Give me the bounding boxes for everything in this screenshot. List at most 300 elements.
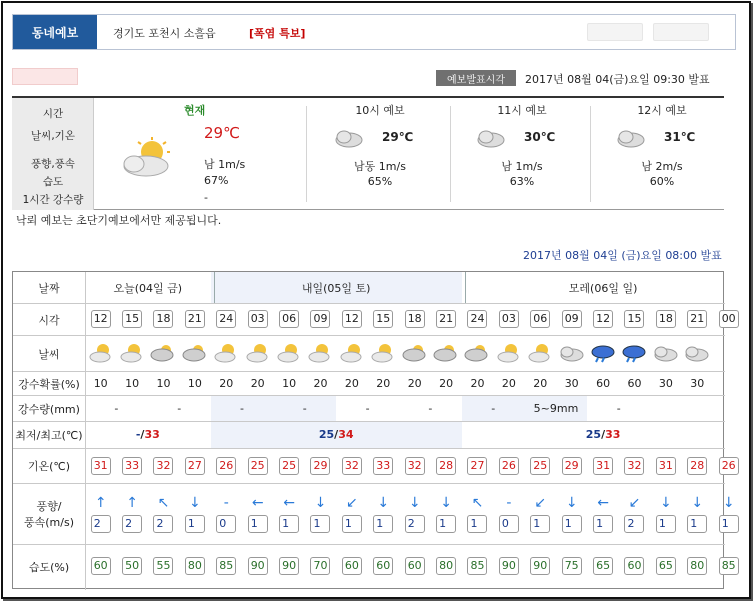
time-label: 24 bbox=[467, 310, 487, 328]
partly-sunny-icon bbox=[527, 342, 553, 364]
wind-cell bbox=[148, 483, 179, 544]
ghost-badge bbox=[12, 68, 78, 85]
time-label: 06 bbox=[279, 310, 299, 328]
wind-cell bbox=[650, 483, 681, 544]
cloud-icon bbox=[653, 342, 679, 364]
wind-cell bbox=[556, 483, 587, 544]
humidity-value: 90 bbox=[499, 557, 519, 575]
slot-wind: 남 2m/s bbox=[641, 160, 683, 173]
precip-prob-cell: 20 bbox=[313, 376, 328, 390]
wind-arrow-icon: ↓ bbox=[440, 494, 452, 511]
humidity-value: 60 bbox=[373, 557, 393, 575]
precip-prob-cell: 10 bbox=[187, 376, 202, 390]
wind-speed: 1 bbox=[310, 515, 330, 533]
time-cell bbox=[242, 303, 273, 335]
wind-arrow-icon: ↓ bbox=[565, 494, 578, 511]
wind-arrow-icon: ↓ bbox=[314, 494, 327, 511]
time-cell bbox=[336, 303, 367, 335]
time-cell bbox=[462, 303, 493, 335]
time-cell bbox=[430, 303, 461, 335]
time-label: 12 bbox=[342, 310, 362, 328]
time-label: 18 bbox=[656, 310, 676, 328]
now-title: 현재 bbox=[184, 104, 206, 117]
partly-sunny-icon bbox=[88, 342, 114, 364]
humidity-cell bbox=[556, 544, 587, 588]
temp-value: 26 bbox=[216, 457, 236, 475]
wind-speed: 1 bbox=[342, 515, 362, 533]
time-cell bbox=[85, 303, 116, 335]
wind-cell bbox=[116, 483, 147, 544]
humidity-cell bbox=[336, 544, 367, 588]
precip-prob-cell: 10 bbox=[93, 376, 108, 390]
temp-value: 26 bbox=[499, 457, 519, 475]
partly-sunny-icon bbox=[118, 136, 180, 180]
wind-cell bbox=[493, 483, 524, 544]
slot-temp: 30℃ bbox=[524, 130, 556, 144]
humidity-cell bbox=[462, 544, 493, 588]
humidity-cell bbox=[682, 544, 713, 588]
wind-cell bbox=[713, 483, 744, 544]
temp-cell bbox=[556, 448, 587, 483]
wind-arrow-icon: ↙ bbox=[346, 494, 358, 511]
precip-prob-cell: 60 bbox=[596, 376, 611, 390]
time-label: 18 bbox=[153, 310, 173, 328]
wind-arrow-icon: ↑ bbox=[126, 494, 138, 511]
wind-speed: 1 bbox=[719, 515, 739, 533]
precip-prob-cell: 20 bbox=[533, 376, 548, 390]
temp-value: 32 bbox=[342, 457, 362, 475]
label-weather-temp: 날씨,기온 bbox=[31, 130, 75, 142]
current-weather-panel bbox=[12, 96, 724, 210]
slash: / bbox=[140, 428, 145, 441]
time-label: 18 bbox=[405, 310, 425, 328]
wind-speed: 2 bbox=[91, 515, 111, 533]
temp-value: 32 bbox=[405, 457, 425, 475]
time-cell bbox=[305, 303, 336, 335]
wind-arrow-icon: ↓ bbox=[660, 494, 672, 511]
temp-value: 31 bbox=[656, 457, 676, 475]
wind-speed: 1 bbox=[530, 515, 550, 533]
weather-cell bbox=[242, 335, 273, 371]
top-bar bbox=[12, 14, 736, 50]
precip-prob-cell: 30 bbox=[564, 376, 579, 390]
humidity-value: 60 bbox=[342, 557, 362, 575]
humidity-cell bbox=[587, 544, 618, 588]
wind-speed: 1 bbox=[467, 515, 487, 533]
precip-prob-cell: 20 bbox=[501, 376, 516, 390]
cloudy-icon bbox=[150, 342, 176, 364]
ghost-button[interactable] bbox=[653, 23, 709, 41]
time-label: 21 bbox=[687, 310, 707, 328]
min-temp: 25 bbox=[585, 428, 602, 441]
max-temp: 33 bbox=[605, 428, 621, 441]
weather-cell bbox=[525, 335, 556, 371]
slot-wind: 남동 1m/s bbox=[354, 160, 406, 173]
time-cell bbox=[619, 303, 650, 335]
cloud-icon bbox=[334, 126, 364, 148]
wind-speed: 2 bbox=[405, 515, 425, 533]
temp-value: 32 bbox=[624, 457, 644, 475]
temp-value: 25 bbox=[530, 457, 550, 475]
time-label: 15 bbox=[373, 310, 393, 328]
humidity-cell bbox=[116, 544, 147, 588]
wind-arrow-icon: - bbox=[506, 494, 512, 511]
temp-cell bbox=[587, 448, 618, 483]
wind-speed: 1 bbox=[436, 515, 456, 533]
humidity-value: 55 bbox=[153, 557, 173, 575]
now-humidity: 67% bbox=[204, 174, 229, 187]
precip-amount-cell: - bbox=[177, 401, 182, 415]
slot-title: 11시 예보 bbox=[497, 104, 547, 117]
row-label: 기온(℃) bbox=[27, 460, 71, 473]
time-label: 03 bbox=[499, 310, 519, 328]
time-label: 15 bbox=[122, 310, 142, 328]
day-header: 내일(05일 토) bbox=[301, 281, 371, 295]
wind-cell bbox=[368, 483, 399, 544]
slash: / bbox=[334, 428, 339, 441]
precip-amount-cell: 5~9mm bbox=[533, 401, 579, 415]
wind-cell bbox=[273, 483, 304, 544]
wind-cell bbox=[179, 483, 210, 544]
publish-tag: 예보발표시각 bbox=[436, 70, 516, 86]
temp-cell bbox=[273, 448, 304, 483]
row-label: 습도(%) bbox=[28, 560, 70, 574]
precip-amount-cell: - bbox=[491, 401, 496, 415]
humidity-value: 85 bbox=[719, 557, 739, 575]
humidity-cell bbox=[525, 544, 556, 588]
time-cell bbox=[713, 303, 744, 335]
cloudy-icon bbox=[182, 342, 208, 364]
now-rain: - bbox=[204, 191, 208, 204]
temp-value: 33 bbox=[373, 457, 393, 475]
wind-speed: 1 bbox=[279, 515, 299, 533]
partly-sunny-icon bbox=[307, 342, 333, 364]
humidity-value: 85 bbox=[467, 557, 487, 575]
row-label: 최저/최고(℃) bbox=[15, 429, 83, 442]
precip-prob-cell: 20 bbox=[250, 376, 265, 390]
humidity-cell bbox=[85, 544, 116, 588]
weather-cell bbox=[116, 335, 147, 371]
heat-alert-link[interactable]: [폭염 특보] bbox=[249, 27, 306, 40]
humidity-cell bbox=[430, 544, 461, 588]
row-label: 시각 bbox=[38, 313, 60, 327]
temp-value: 27 bbox=[467, 457, 487, 475]
wind-speed: 0 bbox=[499, 515, 519, 533]
slot-title: 12시 예보 bbox=[637, 104, 687, 117]
weather-cell bbox=[179, 335, 210, 371]
precip-prob-cell: 10 bbox=[282, 376, 297, 390]
temp-cell bbox=[399, 448, 430, 483]
label-humidity: 습도 bbox=[42, 176, 64, 188]
temp-cell bbox=[619, 448, 650, 483]
cloudy-icon bbox=[433, 342, 459, 364]
humidity-cell bbox=[368, 544, 399, 588]
temp-value: 32 bbox=[153, 457, 173, 475]
temp-cell bbox=[148, 448, 179, 483]
weather-cell bbox=[336, 335, 367, 371]
time-cell bbox=[211, 303, 242, 335]
wind-arrow-icon: ↖ bbox=[471, 494, 484, 511]
current-labels bbox=[12, 98, 94, 210]
humidity-cell bbox=[619, 544, 650, 588]
temp-value: 33 bbox=[122, 457, 142, 475]
wind-arrow-icon: ↖ bbox=[157, 494, 170, 511]
weather-cell bbox=[556, 335, 587, 371]
time-cell bbox=[273, 303, 304, 335]
wind-arrow-icon: ↓ bbox=[408, 494, 421, 511]
weather-cell bbox=[462, 335, 493, 371]
temp-value: 29 bbox=[562, 457, 582, 475]
minmax-cell bbox=[211, 421, 462, 448]
humidity-value: 65 bbox=[593, 557, 613, 575]
humidity-value: 60 bbox=[624, 557, 644, 575]
humidity-cell bbox=[493, 544, 524, 588]
time-cell bbox=[682, 303, 713, 335]
wind-cell bbox=[399, 483, 430, 544]
weather-cell bbox=[587, 335, 618, 371]
time-label: 09 bbox=[310, 310, 330, 328]
wind-arrow-icon: ← bbox=[251, 494, 264, 511]
wind-arrow-icon: ↑ bbox=[94, 494, 107, 511]
precip-prob-cell: 20 bbox=[219, 376, 234, 390]
humidity-cell bbox=[179, 544, 210, 588]
label-wind: 풍향,풍속 bbox=[31, 158, 75, 170]
location-label: 경기도 포천시 소흘읍 bbox=[113, 27, 216, 40]
weather-cell bbox=[399, 335, 430, 371]
wind-arrow-icon: ← bbox=[283, 494, 295, 511]
time-cell bbox=[587, 303, 618, 335]
humidity-cell bbox=[211, 544, 242, 588]
slot-humidity: 65% bbox=[367, 175, 393, 188]
precip-prob-cell: 20 bbox=[376, 376, 391, 390]
partly-sunny-icon bbox=[496, 342, 522, 364]
temp-cell bbox=[713, 448, 744, 483]
time-cell bbox=[650, 303, 681, 335]
time-label: 06 bbox=[530, 310, 550, 328]
weather-cell bbox=[619, 335, 650, 371]
slot-wind: 남 1m/s bbox=[501, 160, 543, 173]
temp-cell bbox=[211, 448, 242, 483]
wind-cell bbox=[336, 483, 367, 544]
tab-local-forecast[interactable]: 동네예보 bbox=[13, 15, 97, 49]
max-temp: 34 bbox=[338, 428, 354, 441]
wind-arrow-icon: ↓ bbox=[722, 494, 735, 511]
rain-icon bbox=[621, 342, 647, 364]
slot-temp: 29℃ bbox=[382, 130, 414, 144]
partly-sunny-icon bbox=[276, 342, 302, 364]
weather-cell bbox=[148, 335, 179, 371]
wind-speed: 2 bbox=[122, 515, 142, 533]
time-label: 12 bbox=[91, 310, 111, 328]
weather-cell bbox=[650, 335, 681, 371]
temp-value: 25 bbox=[248, 457, 268, 475]
wind-speed: 1 bbox=[373, 515, 393, 533]
rain-icon bbox=[590, 342, 616, 364]
time-label: 00 bbox=[719, 310, 739, 328]
temp-value: 25 bbox=[279, 457, 299, 475]
wind-cell bbox=[587, 483, 618, 544]
lightning-notice: 낙뢰 예보는 초단기예보에서만 제공됩니다. bbox=[16, 214, 222, 227]
wind-cell bbox=[525, 483, 556, 544]
forecast-slot-12 bbox=[592, 98, 732, 210]
precip-prob-cell: 20 bbox=[470, 376, 485, 390]
partly-sunny-icon bbox=[370, 342, 396, 364]
cloud-icon bbox=[559, 342, 585, 364]
base-time: 2017년 08월 04일 (금)요일 08:00 발표 bbox=[523, 249, 722, 262]
weather-cell bbox=[273, 335, 304, 371]
time-label: 21 bbox=[436, 310, 456, 328]
ghost-button[interactable] bbox=[587, 23, 643, 41]
temp-cell bbox=[116, 448, 147, 483]
slash: / bbox=[601, 428, 606, 441]
temp-value: 28 bbox=[436, 457, 456, 475]
partly-sunny-icon bbox=[119, 342, 145, 364]
temp-cell bbox=[336, 448, 367, 483]
slot-humidity: 63% bbox=[509, 175, 535, 188]
wind-arrow-icon: ↓ bbox=[377, 494, 390, 511]
day-header: 오늘(04일 금) bbox=[113, 281, 183, 295]
min-temp: 25 bbox=[318, 428, 335, 441]
temp-value: 28 bbox=[687, 457, 707, 475]
wind-speed: 1 bbox=[656, 515, 676, 533]
label-rain-1h: 1시간 강수량 bbox=[22, 194, 84, 206]
cloud-icon bbox=[616, 126, 646, 148]
temp-value: 26 bbox=[719, 457, 739, 475]
wind-arrow-icon: ← bbox=[597, 494, 609, 511]
wind-speed: 1 bbox=[185, 515, 205, 533]
wind-cell bbox=[462, 483, 493, 544]
wind-cell bbox=[242, 483, 273, 544]
time-label: 03 bbox=[248, 310, 268, 328]
precip-prob-cell: 20 bbox=[407, 376, 422, 390]
precip-prob-cell: 20 bbox=[439, 376, 454, 390]
temp-value: 29 bbox=[310, 457, 330, 475]
humidity-cell bbox=[273, 544, 304, 588]
wind-cell bbox=[682, 483, 713, 544]
minmax-cell bbox=[85, 421, 211, 448]
forecast-table bbox=[12, 271, 736, 589]
slot-title: 10시 예보 bbox=[355, 104, 405, 117]
partly-sunny-icon bbox=[245, 342, 271, 364]
weather-cell bbox=[493, 335, 524, 371]
precip-prob-cell: 10 bbox=[125, 376, 140, 390]
current-now-column bbox=[102, 98, 292, 210]
weather-cell bbox=[368, 335, 399, 371]
humidity-value: 90 bbox=[279, 557, 299, 575]
time-label: 09 bbox=[562, 310, 582, 328]
cloudy-icon bbox=[402, 342, 428, 364]
precip-amount-cell: - bbox=[365, 401, 370, 415]
row-label: 강수확률(%) bbox=[18, 377, 80, 391]
wind-speed: 0 bbox=[216, 515, 236, 533]
wind-speed: 1 bbox=[248, 515, 268, 533]
humidity-value: 90 bbox=[530, 557, 550, 575]
wind-speed: 2 bbox=[624, 515, 644, 533]
temp-cell bbox=[85, 448, 116, 483]
row-label: 날짜 bbox=[38, 282, 60, 295]
time-cell bbox=[556, 303, 587, 335]
forecast-slot-11 bbox=[452, 98, 592, 210]
wind-cell bbox=[430, 483, 461, 544]
temp-cell bbox=[462, 448, 493, 483]
humidity-value: 80 bbox=[185, 557, 205, 575]
time-label: 15 bbox=[624, 310, 644, 328]
weather-cell bbox=[85, 335, 116, 371]
precip-amount-cell: - bbox=[240, 401, 244, 415]
row-label: 풍향/ 풍속(m/s) bbox=[24, 500, 74, 529]
wind-arrow-icon: - bbox=[223, 494, 229, 511]
slot-temp: 31℃ bbox=[664, 130, 696, 144]
cloud-icon bbox=[684, 342, 710, 364]
humidity-value: 60 bbox=[405, 557, 425, 575]
wind-cell bbox=[305, 483, 336, 544]
humidity-cell bbox=[242, 544, 273, 588]
wind-speed: 1 bbox=[562, 515, 582, 533]
temp-cell bbox=[525, 448, 556, 483]
now-wind: 남 1m/s bbox=[204, 158, 246, 171]
minmax-cell bbox=[462, 421, 745, 448]
wind-cell bbox=[211, 483, 242, 544]
time-cell bbox=[368, 303, 399, 335]
humidity-cell bbox=[713, 544, 744, 588]
precip-prob-cell: 30 bbox=[658, 376, 673, 390]
slot-humidity: 60% bbox=[649, 175, 675, 188]
time-label: 21 bbox=[185, 310, 205, 328]
precip-prob-cell: 10 bbox=[156, 376, 171, 390]
row-label: 날씨 bbox=[38, 347, 60, 361]
temp-cell bbox=[368, 448, 399, 483]
temp-cell bbox=[493, 448, 524, 483]
time-label: 24 bbox=[216, 310, 236, 328]
humidity-cell bbox=[650, 544, 681, 588]
time-cell bbox=[493, 303, 524, 335]
temp-cell bbox=[305, 448, 336, 483]
partly-sunny-icon bbox=[339, 342, 365, 364]
weather-cell bbox=[682, 335, 713, 371]
min-temp: - bbox=[135, 428, 141, 441]
weather-cell bbox=[211, 335, 242, 371]
humidity-cell bbox=[148, 544, 179, 588]
humidity-value: 90 bbox=[248, 557, 268, 575]
humidity-value: 65 bbox=[656, 557, 676, 575]
humidity-value: 85 bbox=[216, 557, 236, 575]
temp-cell bbox=[650, 448, 681, 483]
time-cell bbox=[399, 303, 430, 335]
time-cell bbox=[116, 303, 147, 335]
temp-value: 31 bbox=[91, 457, 111, 475]
cloudy-icon bbox=[464, 342, 490, 364]
humidity-value: 80 bbox=[687, 557, 707, 575]
wind-speed: 1 bbox=[687, 515, 707, 533]
precip-amount-cell: - bbox=[616, 401, 621, 415]
time-cell bbox=[179, 303, 210, 335]
cloud-icon bbox=[476, 126, 506, 148]
precip-prob-cell: 60 bbox=[627, 376, 642, 390]
temp-cell bbox=[430, 448, 461, 483]
wind-arrow-icon: ↙ bbox=[534, 494, 547, 511]
temp-cell bbox=[242, 448, 273, 483]
precip-prob-cell: 30 bbox=[690, 376, 705, 390]
humidity-value: 50 bbox=[122, 557, 142, 575]
weather-cell bbox=[305, 335, 336, 371]
label-time: 시간 bbox=[42, 108, 64, 120]
temp-cell bbox=[179, 448, 210, 483]
publish-time: 2017년 08월 04(금)요일 09:30 발표 bbox=[525, 73, 710, 86]
humidity-value: 60 bbox=[91, 557, 111, 575]
time-label: 12 bbox=[593, 310, 613, 328]
day-header: 모레(06일 일) bbox=[568, 281, 638, 295]
humidity-cell bbox=[399, 544, 430, 588]
